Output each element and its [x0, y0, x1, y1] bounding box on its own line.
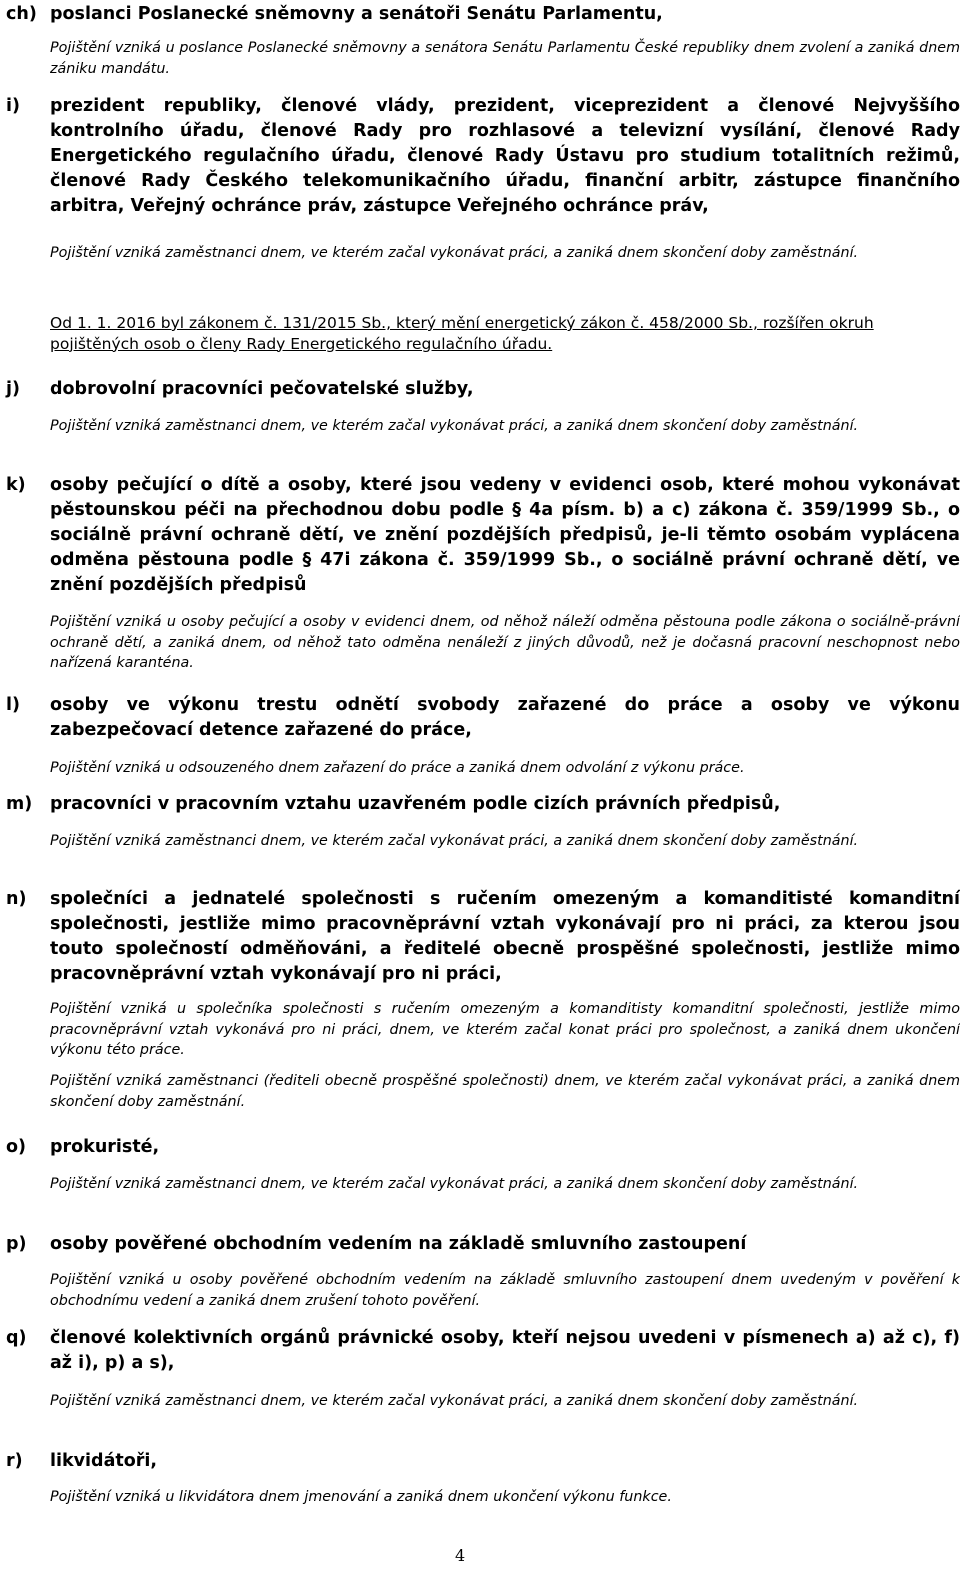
section-heading: poslanci Poslanecké sněmovny a senátoři Senátu Parlamentu,	[50, 4, 663, 24]
section-heading: osoby pověřené obchodním vedením na základě smluvního zastoupení	[50, 1234, 747, 1254]
section-letter: ch)	[6, 4, 37, 24]
section-heading: prokuristé,	[50, 1137, 160, 1157]
section-note: Pojištění vzniká zaměstnanci dnem, ve kterém začal vykonávat práci, a zaniká dnem skončení doby zaměstnání.	[50, 245, 859, 261]
section-note: Pojištění vzniká zaměstnanci dnem, ve kterém začal vykonávat práci, a zaniká dnem skončení doby zaměstnání.	[50, 1393, 859, 1409]
section-note: Pojištění vzniká u osoby pověřené obchodním vedením na základě smluvního zastoupení dnem uvedeným v pověření k obchodnímu vedení a zaniká dnem zrušení tohoto pověření.	[50, 1272, 960, 1309]
section-letter: m)	[6, 794, 33, 814]
section-note: Pojištění vzniká u odsouzeného dnem zařazení do práce a zaniká dnem odvolání z výkonu práce.	[50, 760, 745, 776]
section-heading: prezident republiky, členové vlády, prezident, viceprezident a členové Nejvyššího kontrolního úřadu, členové Rady pro rozhlasové a televizní vysílání, členové Rady Energetického regulačního úřadu, členové Rady Ústavu pro studium totalitních režimů, členové Rady Českého telekomunikačního úřadu, finanční arbitr, zástupce finančního arbitra, Veřejný ochránce práv, zástupce Veřejného ochránce práv,	[50, 96, 960, 216]
section-heading: dobrovolní pracovníci pečovatelské služby,	[50, 379, 474, 399]
section-heading: osoby ve výkonu trestu odnětí svobody zařazené do práce a osoby ve výkonu zabezpečovací detence zařazené do práce,	[50, 695, 960, 740]
section-letter: q)	[6, 1328, 27, 1348]
section-letter: l)	[6, 695, 20, 715]
section-heading: pracovníci v pracovním vztahu uzavřeném podle cizích právních předpisů,	[50, 794, 781, 814]
section-heading: členové kolektivních orgánů právnické osoby, kteří nejsou uvedeni v písmenech a) až c), f) až i), p) a s),	[50, 1328, 960, 1373]
section-letter: i)	[6, 96, 20, 116]
section-note: Pojištění vzniká u osoby pečující a osoby v evidenci dnem, od něhož náleží odměna pěstouna podle zákona o sociálně-právní ochraně dětí, a zaniká dnem, od něhož tato odměna nenáleží z jiných důvodů, než je dočasná pracovní neschopnost nebo nařízená karanténa.	[50, 614, 960, 671]
section-note: Pojištění vzniká zaměstnanci dnem, ve kterém začal vykonávat práci, a zaniká dnem skončení doby zaměstnání.	[50, 833, 859, 849]
section-note: Pojištění vzniká zaměstnanci (řediteli obecně prospěšné společnosti) dnem, ve kterém začal vykonávat práci, a zaniká dnem skončení doby zaměstnání.	[50, 1073, 960, 1110]
amendment-link[interactable]: Od 1. 1. 2016 byl zákonem č. 131/2015 Sb., který mění energetický zákon č. 458/2000 Sb., rozšířen okruh pojištěných osob o členy Rady Energetického regulačního úřadu.	[50, 314, 874, 353]
section-letter: p)	[6, 1234, 27, 1254]
section-note: Pojištění vzniká zaměstnanci dnem, ve kterém začal vykonávat práci, a zaniká dnem skončení doby zaměstnání.	[50, 418, 859, 434]
section-heading: likvidátoři,	[50, 1451, 158, 1471]
section-note: Pojištění vzniká zaměstnanci dnem, ve kterém začal vykonávat práci, a zaniká dnem skončení doby zaměstnání.	[50, 1176, 859, 1192]
section-letter: j)	[6, 379, 20, 399]
section-note: Pojištění vzniká u společníka společnosti s ručením omezeným a komanditisty komanditní společnosti, jestliže mimo pracovněprávní vztah vykonává pro ni práci, dnem, ve kterém začal konat práci pro společnost, a zaniká dnem ukončení výkonu této práce.	[50, 1001, 960, 1058]
page-number: 4	[455, 1546, 466, 1565]
section-note: Pojištění vzniká u likvidátora dnem jmenování a zaniká dnem ukončení výkonu funkce.	[50, 1489, 672, 1505]
section-letter: r)	[6, 1451, 23, 1471]
section-note: Pojištění vzniká u poslance Poslanecké sněmovny a senátora Senátu Parlamentu České republiky dnem zvolení a zaniká dnem zániku mandátu.	[50, 40, 960, 77]
section-letter: n)	[6, 889, 27, 909]
section-heading: osoby pečující o dítě a osoby, které jsou vedeny v evidenci osob, které mohou vykonávat pěstounskou péči na přechodnou dobu podle § 4a písm. b) a c) zákona č. 359/1999 Sb., o sociálně právní ochraně dětí, ve znění pozdějších předpisů, je-li těmto osobám vyplácena odměna pěstouna podle § 47i zákona č. 359/1999 Sb., o sociálně právní ochraně dětí, ve znění pozdějších předpisů	[50, 475, 960, 595]
section-heading: společníci a jednatelé společnosti s ručením omezeným a komanditisté komanditní společnosti, jestliže mimo pracovněprávní vztah vykonávají pro ni práci, za kterou jsou touto společností odměňováni, a ředitelé obecně prospěšné společnosti, jestliže mimo pracovněprávní vztah vykonávají pro ni práci,	[50, 889, 960, 984]
section-letter: o)	[6, 1137, 27, 1157]
section-letter: k)	[6, 475, 26, 495]
